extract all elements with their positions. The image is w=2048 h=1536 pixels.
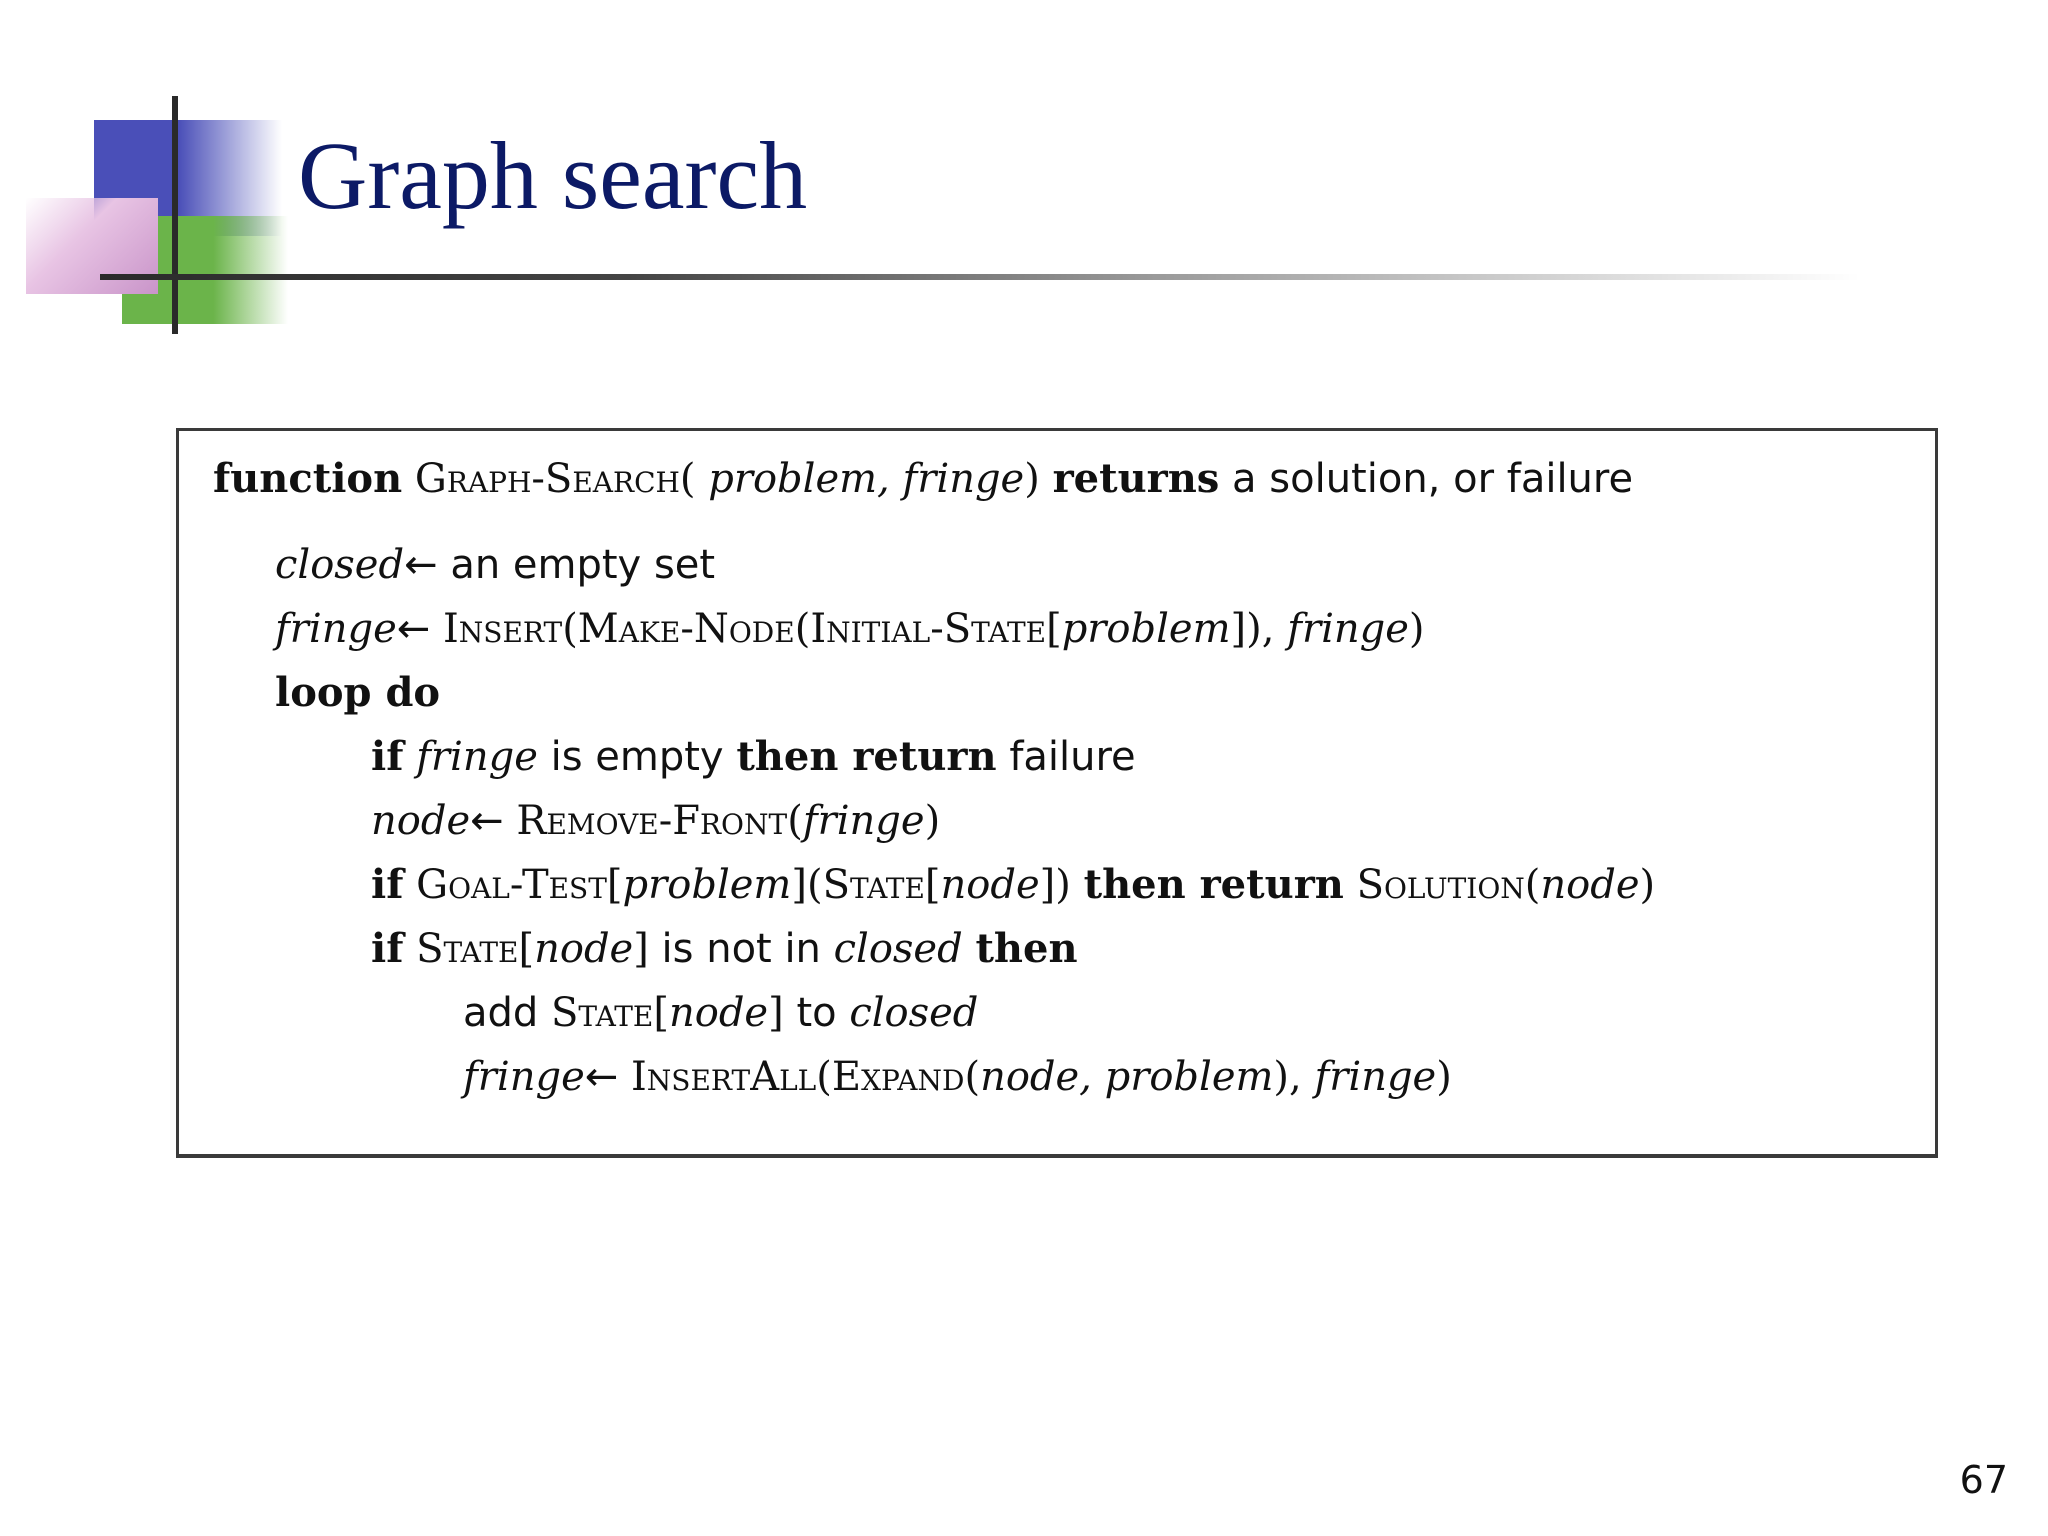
fn-goal-test: Goal-Test: [416, 862, 607, 908]
slide-title: Graph search: [298, 122, 808, 229]
arg-node: node: [940, 862, 1040, 908]
text: is not in: [661, 926, 821, 972]
paren: ): [924, 798, 941, 844]
var-fringe: fringe: [463, 1054, 585, 1100]
keyword-then-return: then return: [1083, 861, 1344, 908]
algo-line-7: [371, 925, 1078, 972]
bracket: ]: [768, 990, 784, 1036]
assign-arrow: ←: [404, 542, 438, 588]
fn-remove-front: Remove-Front: [516, 798, 788, 844]
fn-insert-all: InsertAll: [631, 1054, 817, 1100]
paren: (: [562, 606, 578, 652]
assign-arrow: ←: [470, 798, 504, 844]
bracket: ](: [791, 862, 823, 908]
algo-line-6: [371, 861, 1656, 908]
text: failure: [1009, 734, 1136, 780]
keyword-then: then: [975, 925, 1078, 972]
arg-fringe: fringe: [1314, 1054, 1437, 1100]
var-closed: closed: [849, 990, 979, 1036]
algo-line-9: [463, 1054, 1452, 1100]
var-fringe: fringe: [275, 606, 397, 652]
paren: (: [816, 1054, 832, 1100]
text: an empty set: [450, 542, 716, 588]
arg-node: node: [668, 990, 769, 1036]
keyword-returns: returns: [1052, 455, 1220, 502]
text: is empty: [550, 734, 724, 780]
arg-fringe: fringe: [1287, 606, 1409, 652]
fn-expand: Expand: [831, 1054, 965, 1100]
function-args: problem, fringe: [708, 456, 1025, 502]
paren: (: [1524, 862, 1541, 908]
bracket: [: [1046, 606, 1062, 652]
arg-fringe: fringe: [802, 798, 925, 844]
algo-line-3: [275, 669, 441, 716]
arg-problem: problem: [622, 862, 792, 908]
text: to: [796, 990, 837, 1036]
algo-line-1: [275, 542, 716, 588]
fn-solution: Solution: [1356, 862, 1525, 908]
algo-header-line: [213, 455, 1634, 502]
function-name: Graph-Search: [414, 456, 680, 502]
keyword-if: if: [371, 733, 404, 780]
fn-insert: Insert: [443, 606, 563, 652]
paren: ): [1024, 456, 1040, 502]
bracket: [: [606, 862, 623, 908]
bracket: ]),: [1230, 606, 1288, 652]
paren: ): [1408, 606, 1425, 652]
var-closed: closed: [275, 542, 405, 588]
fn-initial-state: Initial-State: [810, 606, 1047, 652]
keyword-if: if: [371, 925, 404, 972]
bracket: ]): [1039, 862, 1071, 908]
bracket: [: [518, 926, 535, 972]
fn-state: State: [416, 926, 519, 972]
paren: ): [1639, 862, 1656, 908]
header-vertical-rule: [172, 96, 178, 334]
keyword-if: if: [371, 861, 404, 908]
bracket: ]: [633, 926, 649, 972]
algo-line-4: [371, 733, 1136, 780]
algo-line-8: [463, 990, 979, 1036]
bracket: [: [653, 990, 669, 1036]
return-description: a solution, or failure: [1232, 456, 1634, 502]
args: node, problem: [980, 1054, 1274, 1100]
keyword-then-return: then return: [736, 733, 997, 780]
paren: ),: [1273, 1054, 1315, 1100]
paren: (: [679, 456, 696, 502]
fn-make-node: Make-Node: [577, 606, 795, 652]
algorithm-box: [176, 428, 1938, 1158]
algo-line-2: [275, 606, 1425, 652]
arg-node: node: [534, 926, 634, 972]
fn-state: State: [551, 990, 654, 1036]
arg-problem: problem: [1061, 606, 1231, 652]
paren: (: [964, 1054, 981, 1100]
var-fringe: fringe: [416, 734, 538, 780]
paren: (: [787, 798, 803, 844]
keyword-loop-do: loop do: [275, 669, 441, 716]
var-closed: closed: [833, 926, 963, 972]
assign-arrow: ←: [396, 606, 431, 652]
keyword-function: function: [213, 455, 403, 502]
var-node: node: [371, 798, 471, 844]
assign-arrow: ←: [584, 1054, 619, 1100]
bracket: [: [924, 862, 941, 908]
fn-state: State: [822, 862, 925, 908]
arg-node: node: [1540, 862, 1640, 908]
text: add: [463, 990, 539, 1036]
paren: ): [1436, 1054, 1452, 1100]
paren: (: [794, 606, 811, 652]
header-horizontal-rule: [100, 274, 1860, 280]
page-number: 67: [1959, 1458, 2008, 1502]
algo-line-5: [371, 798, 941, 844]
